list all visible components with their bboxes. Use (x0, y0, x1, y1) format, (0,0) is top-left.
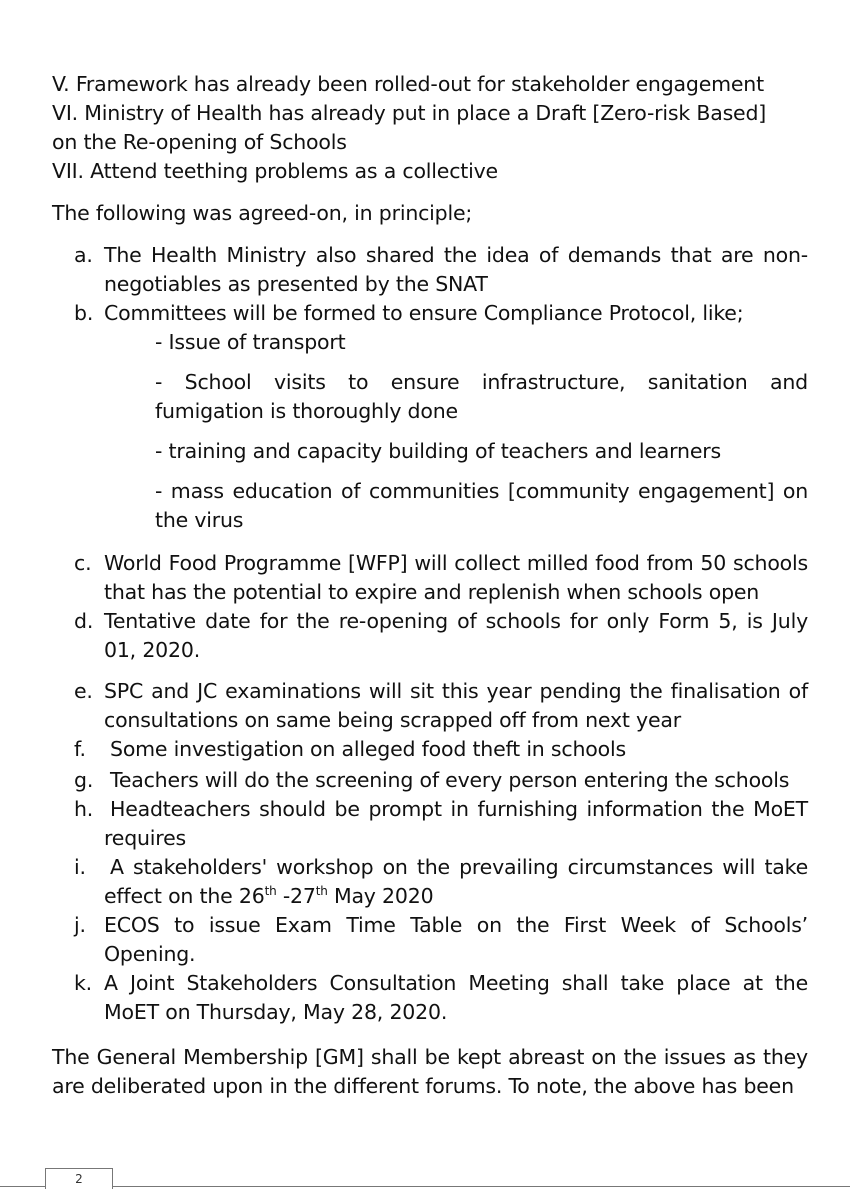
list-item-text: Teachers will do the screening of every person entering the schools (110, 768, 790, 792)
list-marker: j. (74, 913, 86, 937)
list-item-text: Headteachers should be prompt in furnishing information the MoET requires (104, 797, 808, 850)
ordinal-suffix: th (264, 884, 277, 899)
agreed-intro: The following was agreed-on, in principle; (52, 201, 473, 225)
list-item-e (52, 677, 808, 735)
sub-item-transport: - Issue of transport (155, 330, 346, 354)
list-item-text-part: A stakeholders' workshop on the prevailing circumstances will take effect on the 26 (104, 855, 808, 908)
closing-paragraph: The General Membership [GM] shall be kept abreast on the issues as they are deliberated upon in the different forums. To note, the above has been (52, 1045, 808, 1098)
list-marker: c. (74, 551, 92, 575)
list-marker: e. (74, 679, 93, 703)
list-item-h (52, 795, 808, 853)
sub-item-mass-education: - mass education of communities [community engagement] on the virus (155, 479, 808, 532)
list-item-text: Some investigation on alleged food theft in schools (110, 737, 626, 761)
list-item-f (52, 735, 808, 764)
list-item-k (52, 969, 808, 1027)
list-marker: b. (74, 301, 94, 325)
list-item-text-part: May 2020 (327, 884, 434, 908)
list-marker: g. (74, 768, 94, 792)
page-number-box (45, 1168, 113, 1189)
list-marker: f. (74, 737, 86, 761)
list-item-text: The Health Ministry also shared the idea of demands that are non-negotiables as presented by the SNAT (104, 243, 808, 296)
sub-item-school-visits: - School visits to ensure infrastructure, sanitation and fumigation is thoroughly done (155, 370, 808, 423)
list-marker: i. (74, 855, 86, 879)
sub-item-training: - training and capacity building of teachers and learners (155, 439, 721, 463)
roman-item-vii: VII. Attend teething problems as a collective (52, 159, 498, 183)
list-item-j (52, 911, 808, 969)
page-number: 2 (75, 1172, 83, 1186)
roman-item-vi: VI. Ministry of Health has already put in place a Draft [Zero-risk Based] (52, 101, 767, 125)
list-marker: k. (74, 971, 92, 995)
list-item-text: Tentative date for the re-opening of schools for only Form 5, is July 01, 2020. (104, 609, 808, 662)
list-item-d (52, 607, 808, 665)
roman-item-vi-continued: on the Re-opening of Schools (52, 130, 347, 154)
roman-list (52, 70, 808, 186)
list-item-text-part: -27 (276, 884, 316, 908)
list-item-text: Committees will be formed to ensure Compliance Protocol, like; (104, 301, 744, 325)
agreed-list (52, 241, 808, 1027)
roman-item-v: V. Framework has already been rolled-out for stakeholder engagement (52, 72, 764, 96)
list-item-text: ECOS to issue Exam Time Table on the First Week of Schools’ Opening. (104, 913, 808, 966)
footer-rule (0, 1186, 850, 1187)
list-item-b (52, 299, 808, 328)
list-item-text: World Food Programme [WFP] will collect milled food from 50 schools that has the potential to expire and replenish when schools open (104, 551, 808, 604)
list-item-g (52, 766, 808, 795)
list-item-a (52, 241, 808, 299)
list-item-text (104, 855, 808, 908)
list-marker: a. (74, 243, 93, 267)
ordinal-suffix: th (315, 884, 328, 899)
list-item-text: A Joint Stakeholders Consultation Meeting shall take place at the MoET on Thursday, May 28, 2020. (104, 971, 808, 1024)
list-item-text: SPC and JC examinations will sit this year pending the finalisation of consultations on same being scrapped off from next year (104, 679, 808, 732)
list-item-i (52, 853, 808, 911)
list-marker: h. (74, 797, 94, 821)
list-marker: d. (74, 609, 94, 633)
list-item-c (52, 549, 808, 607)
document-body (52, 70, 808, 1101)
